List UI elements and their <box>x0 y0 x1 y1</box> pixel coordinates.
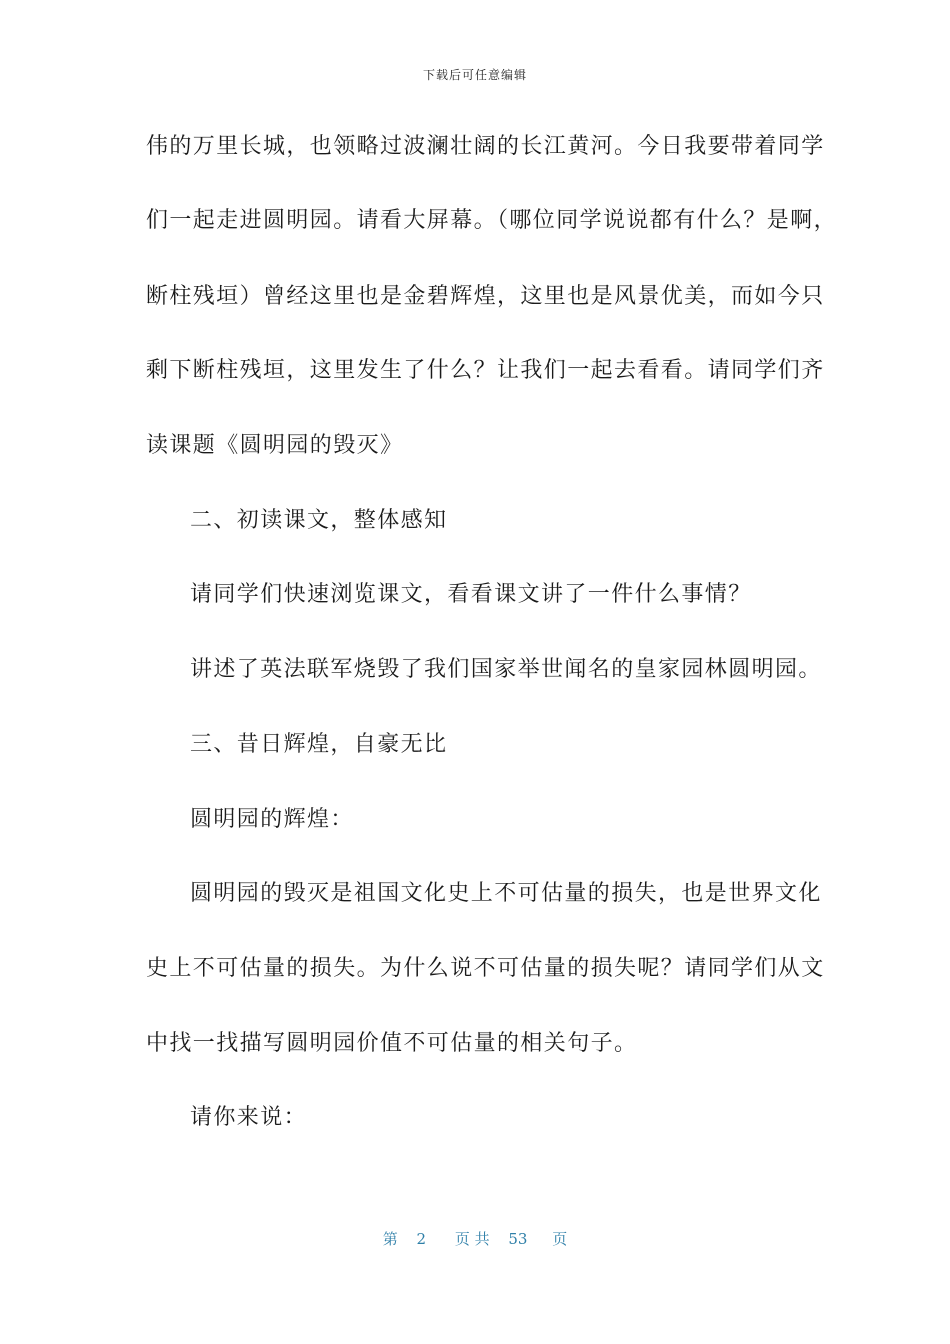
body-line-7: 请同学们快速浏览课文，看看课文讲了一件什么事情？ <box>190 582 752 607</box>
footer-total-pages: 53 <box>508 1230 528 1248</box>
body-line-11: 圆明园的毁灭是祖国文化史上不可估量的损失，也是世界文化 <box>190 881 822 906</box>
footer-suffix: 页 <box>552 1230 568 1248</box>
footer-page-number: 2 <box>416 1230 427 1248</box>
body-line-8: 讲述了英法联军烧毁了我们国家举世闻名的皇家园林圆明园。 <box>190 657 822 682</box>
page-header-note: 下载后可任意编辑 <box>422 68 527 82</box>
body-line-10: 圆明园的辉煌： <box>190 807 354 832</box>
body-line-1: 伟的万里长城，也领略过波澜壮阔的长江黄河。今日我要带着同学 <box>146 134 825 159</box>
section-heading-3: 三、昔日辉煌，自豪无比 <box>190 732 448 757</box>
page-footer <box>0 1228 950 1249</box>
body-line-3: 断柱残垣）曾经这里也是金碧辉煌，这里也是风景优美，而如今只 <box>146 284 825 309</box>
body-line-14: 请你来说： <box>190 1105 308 1130</box>
body-line-13: 中找一找描写圆明园价值不可估量的相关句子。 <box>146 1031 638 1056</box>
section-heading-2: 二、初读课文，整体感知 <box>190 508 448 533</box>
body-line-2: 们一起走进圆明园。请看大屏幕。（哪位同学说说都有什么？是啊， <box>146 208 838 233</box>
footer-prefix: 第 <box>382 1230 398 1248</box>
body-line-5: 读课题《圆明园的毁灭》 <box>146 433 404 458</box>
body-line-12: 史上不可估量的损失。为什么说不可估量的损失呢？请同学们从文 <box>146 956 825 981</box>
footer-middle: 页 共 <box>454 1230 490 1248</box>
body-line-4: 剩下断柱残垣，这里发生了什么？让我们一起去看看。请同学们齐 <box>146 358 825 383</box>
